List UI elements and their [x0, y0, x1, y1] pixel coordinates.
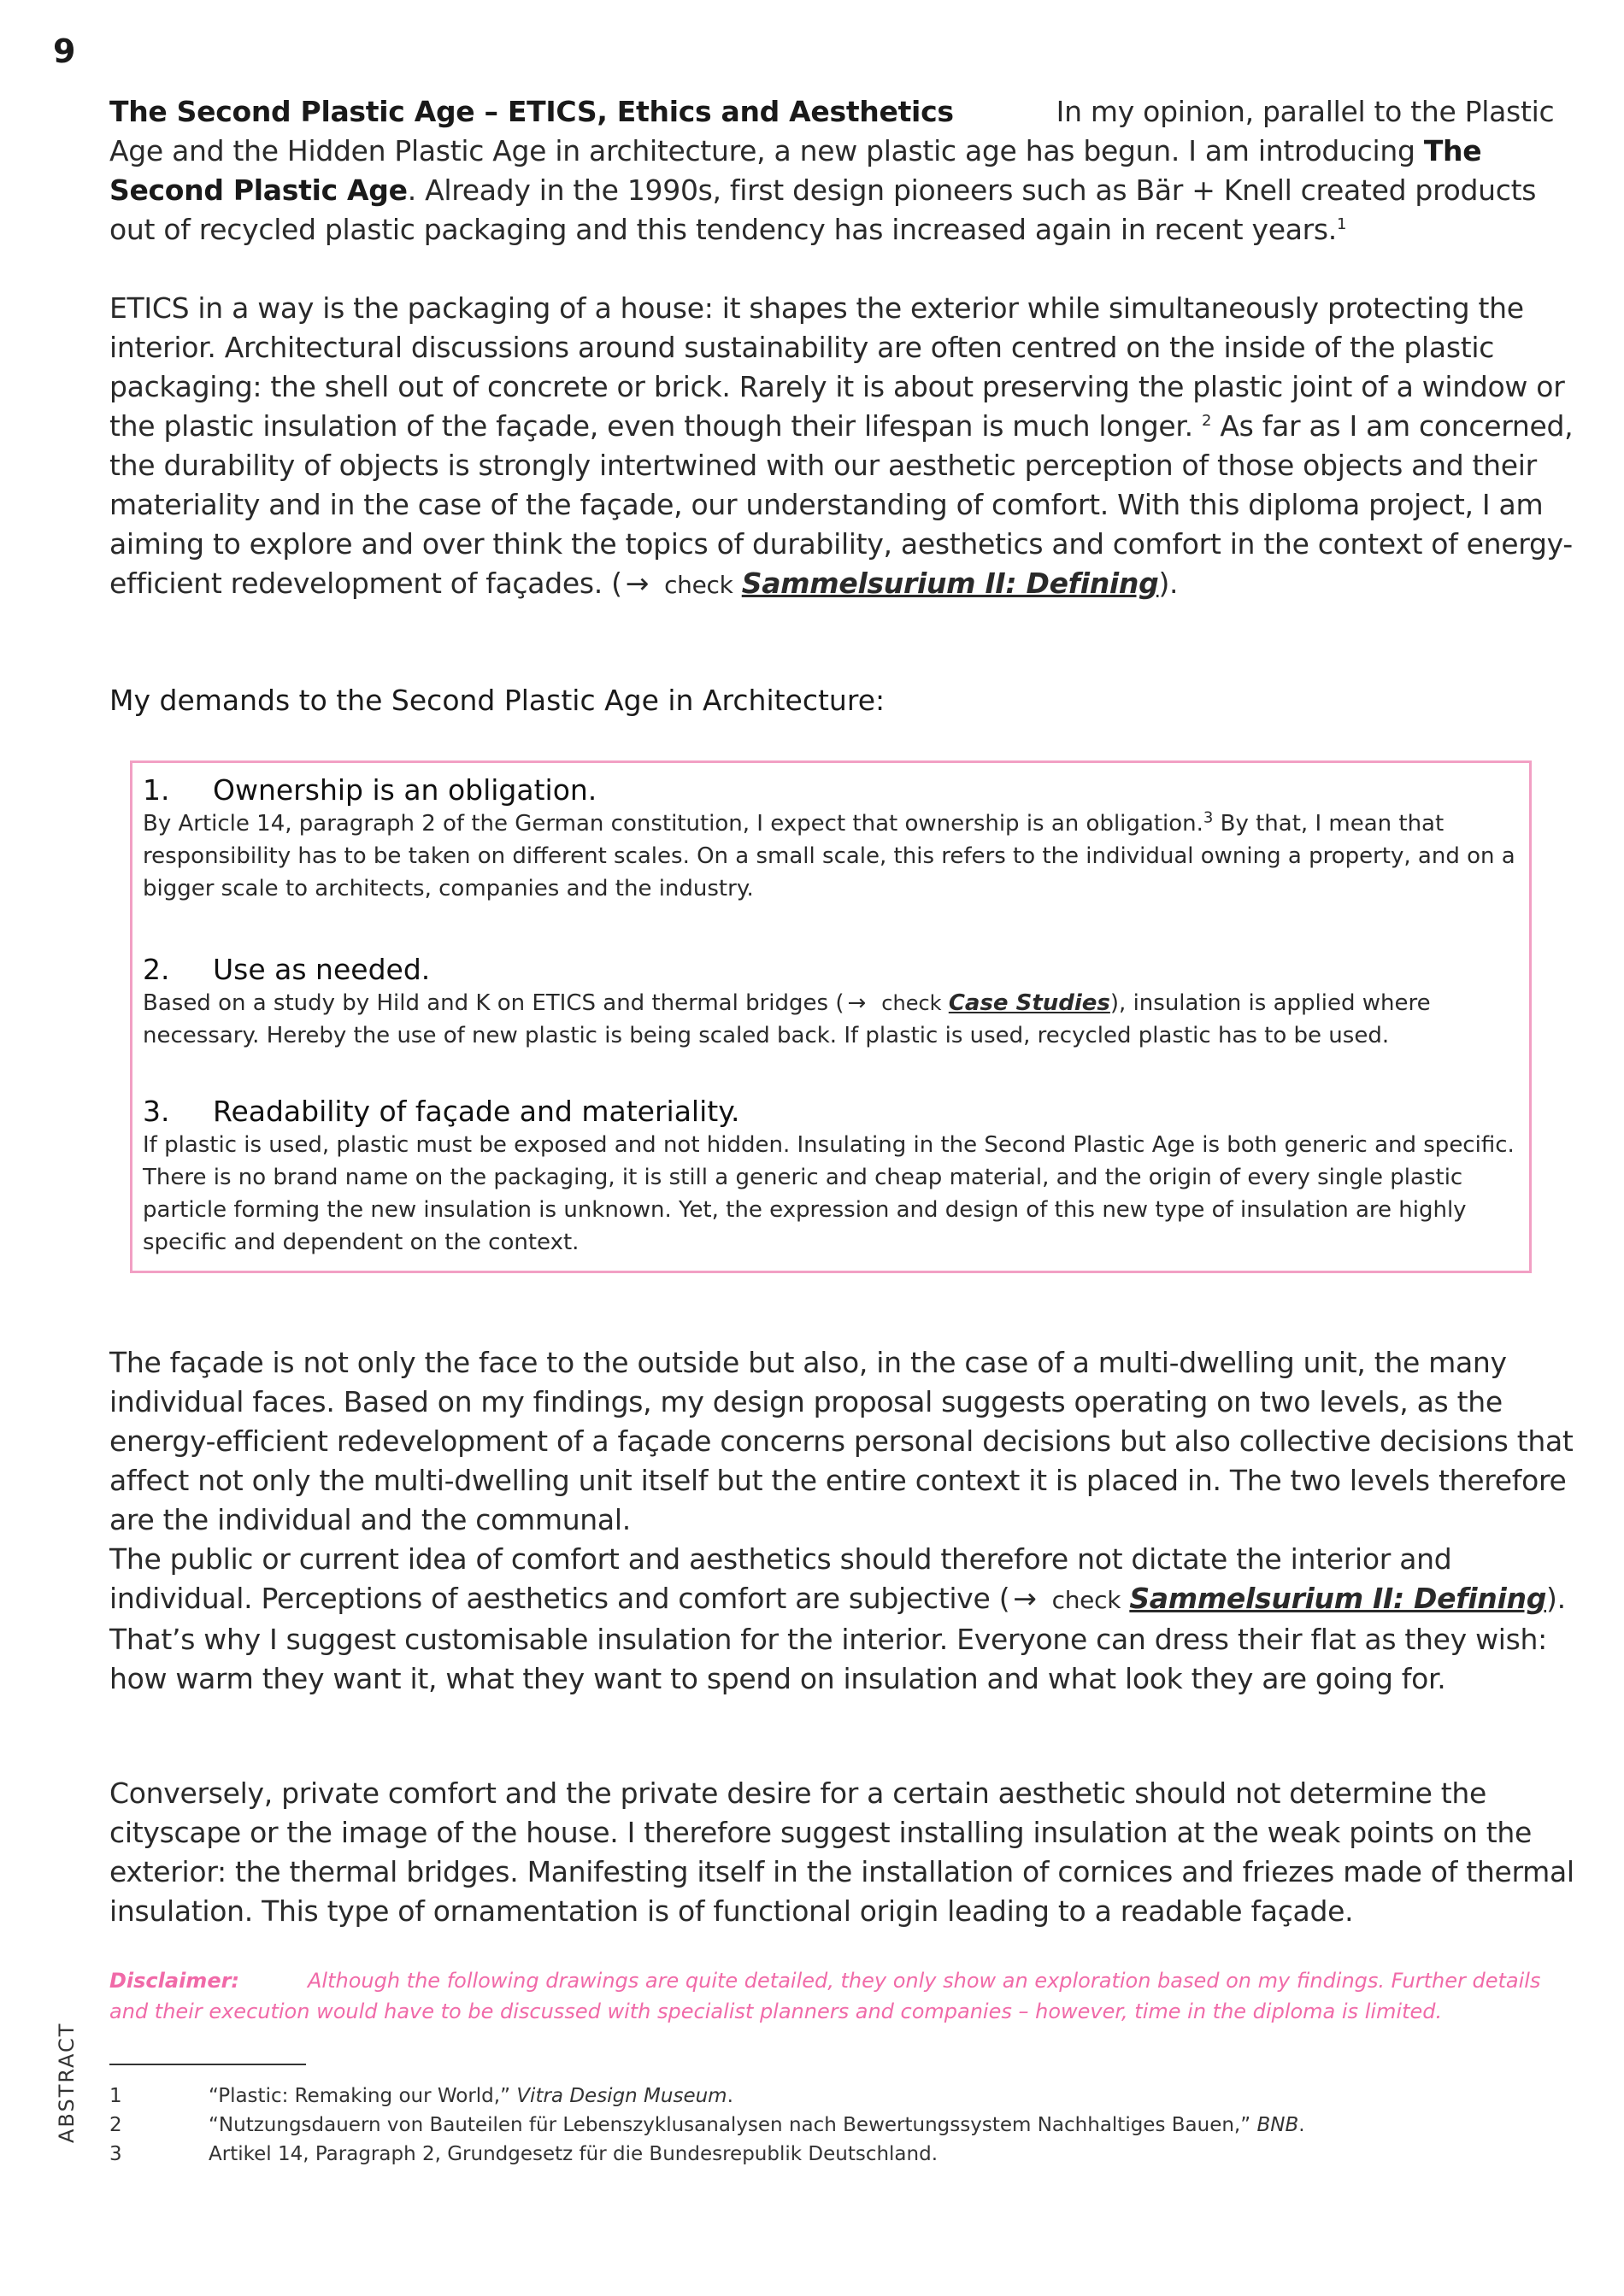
demand-title	[143, 773, 1519, 807]
demand-body-b: By that, I mean that responsibility has to be taken on different scales. On a small scale, this refers to the individual owning a property, and on a bigger scale to architects, companies and the industry.	[143, 811, 1515, 901]
footnote-text: Artikel 14, Paragraph 2, Grundgesetz für die Bundesrepublik Deutschland.	[209, 2143, 939, 2165]
section-side-label: ABSTRACT	[55, 2022, 79, 2143]
intro-text-b: . Already in the 1990s, first design pioneers such as Bär + Knell created products out of recycled plastic packaging and this tendency has increased again in recent years.	[109, 173, 1537, 246]
demand-body	[143, 807, 1519, 905]
demand-item	[143, 1095, 1519, 1259]
footnote-source: BNB	[1256, 2114, 1299, 2136]
footnote-number: 2	[109, 2114, 122, 2136]
check-label: check	[881, 991, 942, 1015]
demand-body-a: Based on a study by Hild and K on ETICS and thermal bridges (	[143, 990, 844, 1016]
footnote-text: “Plastic: Remaking our World,”	[209, 2085, 517, 2107]
check-label: check	[664, 571, 733, 599]
arrow-icon: →	[1013, 1582, 1037, 1615]
demand-body-a: By Article 14, paragraph 2 of the German constitution, I expect that ownership is an obligation.	[143, 811, 1203, 837]
footnote-number: 1	[109, 2085, 122, 2107]
demands-title: My demands to the Second Plastic Age in Architecture:	[109, 684, 886, 717]
footnote-divider	[109, 2064, 306, 2065]
footnote-end: .	[1298, 2114, 1305, 2136]
conversely-paragraph: Conversely, private comfort and the private desire for a certain aesthetic should not determine the cityscape or the image of the house. I therefore suggest installing insulation at the weak points on the exterior: the thermal bridges. Manifesting itself in the installation of cornices and friezes made of thermal insulation. This type of ornamentation is of functional origin leading to a readable façade.	[109, 1776, 1574, 1928]
arrow-icon: →	[625, 567, 650, 600]
footnote	[109, 2111, 1305, 2140]
demand-item	[143, 773, 1519, 905]
demand-number: 3.	[143, 1095, 170, 1128]
etics-text-a: ETICS in a way is the packaging of a house: it shapes the exterior while simultaneously protecting the interior. Architectural discussions around sustainability are often centred on the inside of the plastic packaging: the shell out of concrete or brick. Rarely it is about preserving the plastic joint of a window or the plastic insulation of the façade, even though their lifespan is much longer.	[109, 291, 1565, 443]
facade-paragraph: The façade is not only the face to the outside but also, in the case of a multi-dwelling unit, the many individual faces. Based on my findings, my design proposal suggests operating on two levels, as the energy-efficient redevelopment of a façade concerns personal decisions but also collective decisions that affect not only the multi-dwelling unit itself but the entire context it is placed in. The two levels therefore are the individual and the communal.	[109, 1346, 1574, 1536]
demand-title	[143, 1095, 1519, 1129]
section-heading: The Second Plastic Age – ETICS, Ethics and Aesthetics	[109, 95, 954, 128]
arrow-icon: →	[847, 990, 867, 1016]
demand-item	[143, 953, 1519, 1052]
disclaimer	[109, 1965, 1580, 2027]
public-paragraph	[109, 1540, 1580, 1699]
disclaimer-text: Although the following drawings are quite detailed, they only show an exploration based on my findings. Further details and their execution would have to be discussed with specialist planners and companies – however, time in the diploma is limited.	[109, 1969, 1541, 2023]
demand-title-text: Use as needed.	[213, 953, 431, 986]
page-number: 9	[53, 32, 76, 70]
footnote-number: 3	[109, 2143, 122, 2165]
footnote-ref[interactable]: 2	[1202, 412, 1212, 430]
footnotes	[109, 2082, 1305, 2169]
disclaimer-label: Disclaimer:	[109, 1969, 240, 1993]
check-label: check	[1051, 1586, 1121, 1614]
footnote	[109, 2082, 1305, 2111]
etics-text-b: As far as I am concerned, the durability of objects is strongly intertwined with our aesthetic perception of those objects and their materiality and in the case of the façade, our understanding of comfort. With this diploma project, I am aiming to explore and over think the topics of durability, aesthetics and comfort in the context of energy-efficient redevelopment of façades. (	[109, 409, 1574, 600]
cross-reference-link[interactable]: Case Studies	[948, 990, 1110, 1016]
demand-body	[143, 987, 1519, 1052]
etics-text-c: ).	[1158, 567, 1179, 600]
etics-paragraph	[109, 289, 1580, 605]
demand-title-text: Readability of façade and materiality.	[213, 1095, 740, 1128]
footnote-end: .	[727, 2085, 733, 2107]
demand-title	[143, 953, 1519, 987]
footnote	[109, 2140, 1305, 2169]
footnote-source: Vitra Design Museum	[516, 2085, 727, 2107]
intro-text-a: In my opinion, parallel to the Plastic Age and the Hidden Plastic Age in architecture, a new plastic age has begun. I am introducing	[109, 95, 1555, 167]
demand-title-text: Ownership is an obligation.	[213, 773, 597, 807]
footnote-ref[interactable]: 3	[1203, 808, 1214, 827]
intro-paragraph	[109, 92, 1580, 250]
cross-reference-link[interactable]: Sammelsurium II: Defining	[1129, 1582, 1547, 1615]
demands-box	[130, 760, 1532, 1273]
demand-number: 1.	[143, 773, 170, 807]
demand-number: 2.	[143, 953, 170, 986]
cross-reference-link[interactable]: Sammelsurium II: Defining	[741, 567, 1159, 600]
public-text-b: ). That’s why I suggest customisable insulation for the interior. Everyone can dress their flat as they wish: how warm they want it, what they want to spend on insulation and what look they are going for.	[109, 1582, 1566, 1695]
public-text-a: The public or current idea of comfort and aesthetics should therefore not dictate the interior and individual. Perceptions of aesthetics and comfort are subjective (	[109, 1542, 1452, 1615]
footnote-text: “Nutzungsdauern von Bauteilen für Lebenszyklusanalysen nach Bewertungssystem Nachhaltiges Bauen,”	[209, 2114, 1257, 2136]
intro-bold-term: The Second Plastic Age	[109, 134, 1482, 207]
demand-body: If plastic is used, plastic must be exposed and not hidden. Insulating in the Second Plastic Age is both generic and specific. There is no brand name on the packaging, it is still a generic and cheap material, and the origin of every single plastic particle forming the new insulation is unknown. Yet, the expression and design of this new type of insulation are highly specific and dependent on the context.	[143, 1132, 1515, 1255]
demand-body-b: ), insulation is applied where necessary. Hereby the use of new plastic is being scaled back. If plastic is used, recycled plastic has to be used.	[143, 990, 1431, 1048]
footnote-ref[interactable]: 1	[1337, 215, 1347, 233]
